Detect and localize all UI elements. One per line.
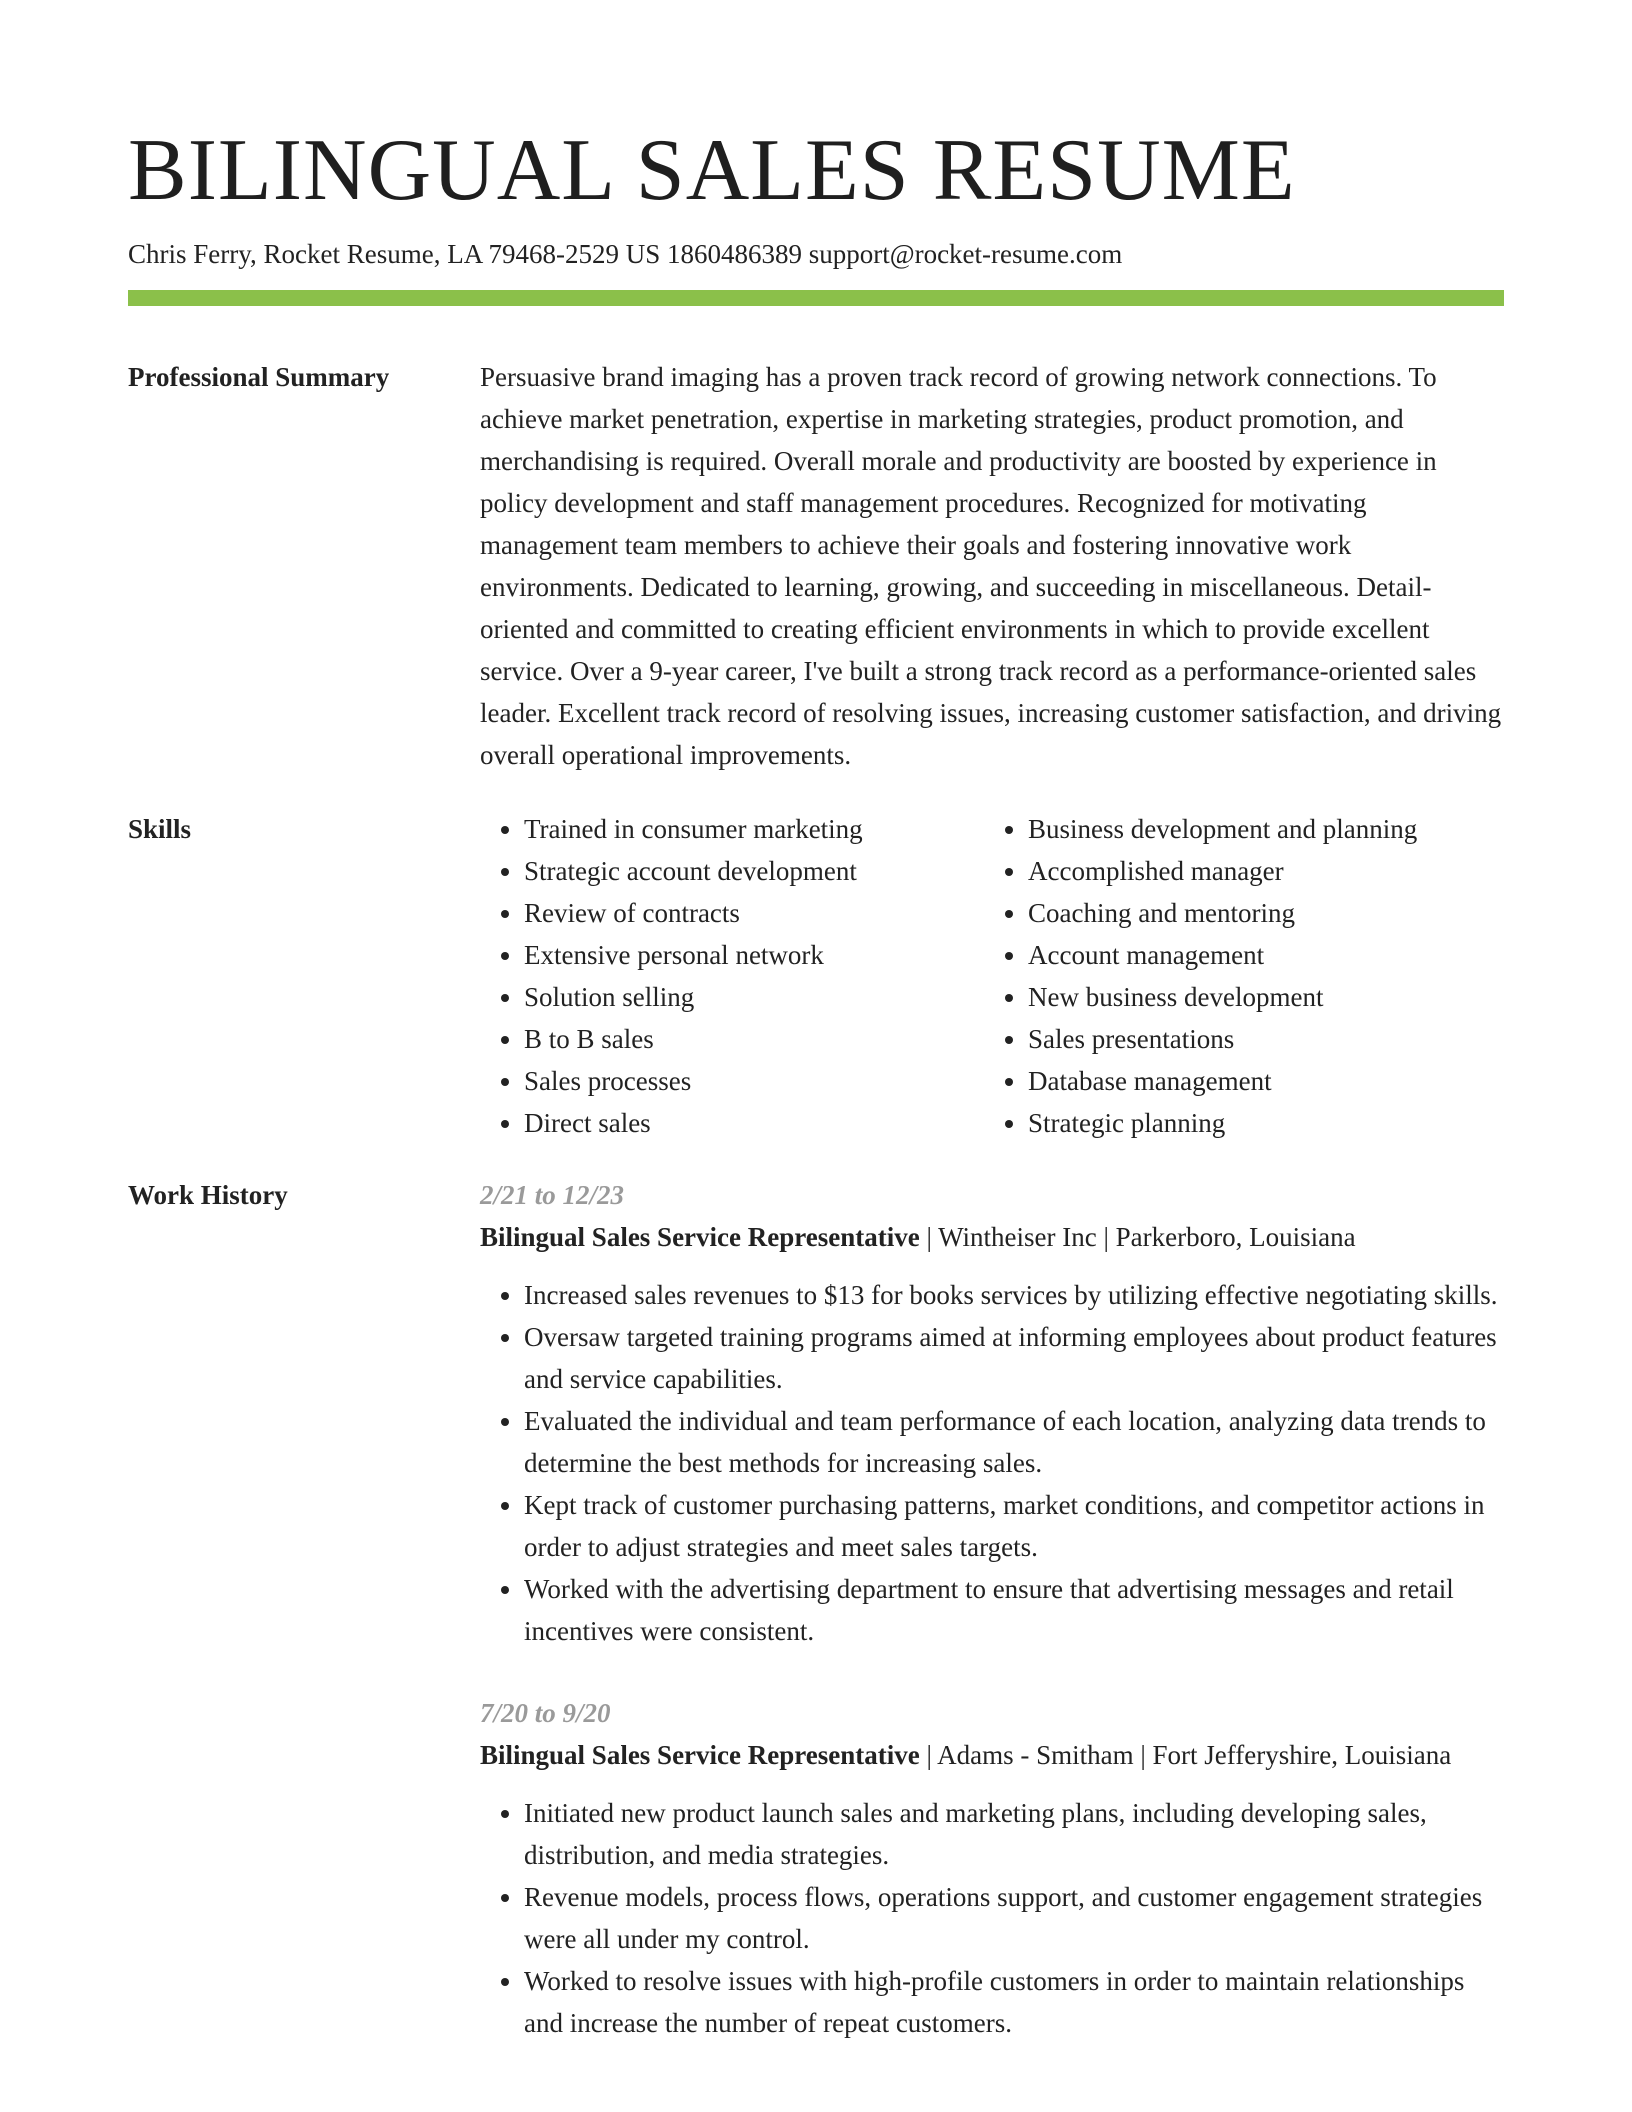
job-title: Bilingual Sales Service Representative [480,1740,920,1770]
skill-item: • New business development [1028,976,1488,1018]
job-bullet: • Evaluated the individual and team performance of each location, analyzing data trends to determine the best methods for increasing sales. [524,1400,1504,1484]
job-company-location: | Wintheiser Inc | Parkerboro, Louisiana [919,1222,1356,1252]
skill-item: • Sales presentations [1028,1018,1488,1060]
skills-grid [480,808,1504,1144]
work-history-section [128,1174,1504,2084]
work-history-body [480,1174,1504,2084]
skill-item: • Business development and planning [1028,808,1488,850]
section-label-work-history: Work History [128,1180,288,1210]
job-heading [480,1216,1504,1258]
skill-item: • Extensive personal network [524,934,984,976]
skill-item: • Trained in consumer marketing [524,808,984,850]
job-heading [480,1734,1504,1776]
section-label-summary: Professional Summary [128,362,390,392]
job-dates: 2/21 to 12/23 [480,1180,625,1210]
contact-line: Chris Ferry, Rocket Resume, LA 79468-2529 US 1860486389 support@rocket-resume.com [128,239,1123,269]
skill-item: • Database management [1028,1060,1488,1102]
skills-column-right [984,808,1488,1144]
job-bullet: • Worked to resolve issues with high-profile customers in order to maintain relationships and increase the number of repeat customers. [524,1960,1504,2044]
skill-item: • Accomplished manager [1028,850,1488,892]
skill-item: • Sales processes [524,1060,984,1102]
job-entry [480,1174,1504,1652]
job-bullet: • Oversaw targeted training programs aimed at informing employees about product features and service capabilities. [524,1316,1504,1400]
header-divider [128,290,1504,306]
resume-page [128,0,1504,2084]
professional-summary-section [128,356,1504,776]
skill-item: • Strategic planning [1028,1102,1488,1144]
section-label-skills: Skills [128,814,192,844]
summary-body [480,356,1504,776]
summary-text: Persuasive brand imaging has a proven track record of growing network connections. To achieve market penetration, expertise in marketing strategies, product promotion, and merchandising is required. Overall morale and productivity are boosted by experience in policy development and staff management procedures. Recognized for motivating management team members to achieve their goals and fostering innovative work environments. Dedicated to learning, growing, and succeeding in miscellaneous. Detail-oriented and committed to creating efficient environments in which to provide excellent service. Over a 9-year career, I've built a strong track record as a performance-oriented sales leader. Excellent track record of resolving issues, increasing customer satisfaction, and driving overall operational improvements. [480,362,1502,770]
resume-title: BILINGUAL SALES RESUME [128,122,1296,219]
job-bullet: • Increased sales revenues to $13 for books services by utilizing effective negotiating skills. [524,1274,1504,1316]
job-bullets [480,1792,1504,2044]
skill-item: • Direct sales [524,1102,984,1144]
skill-item: • Account management [1028,934,1488,976]
job-bullets [480,1274,1504,1652]
job-bullet: • Worked with the advertising department to ensure that advertising messages and retail incentives were consistent. [524,1568,1504,1652]
skill-item: • Review of contracts [524,892,984,934]
skill-item: • B to B sales [524,1018,984,1060]
skill-item: • Coaching and mentoring [1028,892,1488,934]
skill-item: • Solution selling [524,976,984,1018]
job-bullet: • Kept track of customer purchasing patterns, market conditions, and competitor actions in order to adjust strategies and meet sales targets. [524,1484,1504,1568]
skills-column-left [480,808,984,1144]
job-bullet: • Initiated new product launch sales and marketing plans, including developing sales, distribution, and media strategies. [524,1792,1504,1876]
skills-section [128,808,1504,1144]
job-entry [480,1692,1504,2044]
job-bullet: • Revenue models, process flows, operations support, and customer engagement strategies were all under my control. [524,1876,1504,1960]
job-dates: 7/20 to 9/20 [480,1698,611,1728]
job-company-location: | Adams - Smitham | Fort Jefferyshire, Louisiana [919,1740,1452,1770]
job-title: Bilingual Sales Service Representative [480,1222,920,1252]
skill-item: • Strategic account development [524,850,984,892]
